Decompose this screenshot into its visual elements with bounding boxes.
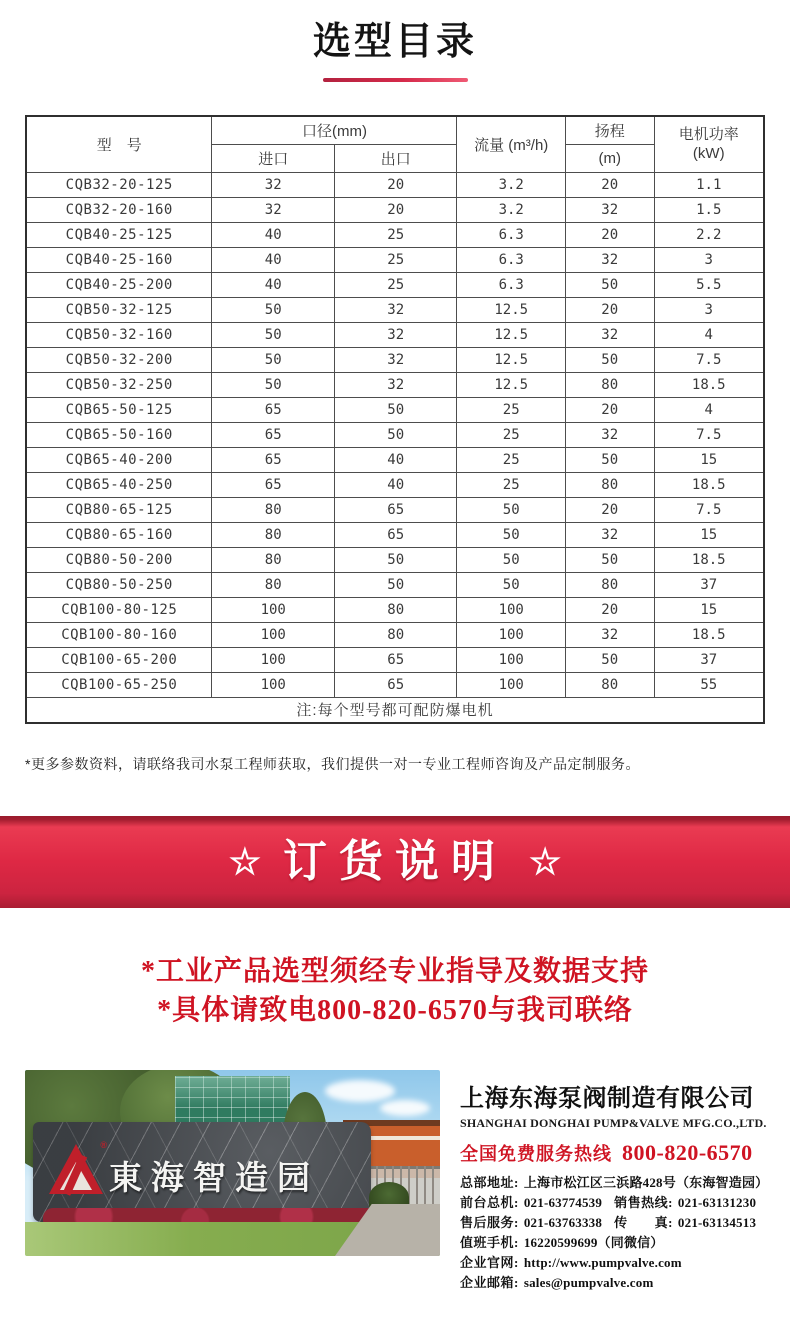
selection-table-note (26, 697, 764, 723)
table-cell-flow: 25 (457, 422, 565, 447)
contact-link[interactable]: http://www.pumpvalve.com (523, 1255, 682, 1270)
table-cell-inlet: 40 (212, 247, 335, 272)
table-cell-flow: 3.2 (457, 197, 565, 222)
table-cell-model: CQB80-65-160 (26, 522, 212, 547)
table-row (26, 197, 764, 222)
table-row (26, 597, 764, 622)
table-row (26, 647, 764, 672)
table-cell-model: CQB100-80-125 (26, 597, 212, 622)
cloud-shape (325, 1080, 395, 1102)
table-cell-outlet: 32 (334, 322, 457, 347)
table-cell-flow: 12.5 (457, 372, 565, 397)
table-cell-power: 7.5 (654, 347, 764, 372)
table-cell-head: 20 (565, 297, 654, 322)
table-cell-model: CQB65-50-125 (26, 397, 212, 422)
contact-label: 总部地址: (460, 1175, 519, 1190)
company-name-cn: 上海东海泵阀制造有限公司 (460, 1085, 754, 1112)
table-cell-model: CQB65-40-250 (26, 472, 212, 497)
contact-row (460, 1273, 768, 1293)
table-cell-power: 4 (654, 397, 764, 422)
table-cell-inlet: 32 (212, 197, 335, 222)
table-row (26, 247, 764, 272)
factory-photo (25, 1070, 440, 1256)
table-cell-inlet: 65 (212, 447, 335, 472)
contact-row (460, 1173, 768, 1193)
table-cell-model: CQB40-25-160 (26, 247, 212, 272)
table-cell-head: 32 (565, 197, 654, 222)
table-cell-inlet: 100 (212, 647, 335, 672)
table-cell-model: CQB65-40-200 (26, 447, 212, 472)
table-cell-outlet: 50 (334, 397, 457, 422)
cloud-shape (380, 1100, 430, 1116)
table-cell-model: CQB50-32-160 (26, 322, 212, 347)
table-cell-outlet: 40 (334, 472, 457, 497)
table-cell-power: 37 (654, 572, 764, 597)
registered-mark: ® (100, 1140, 107, 1150)
table-row (26, 372, 764, 397)
table-row (26, 472, 764, 497)
table-cell-inlet: 32 (212, 172, 335, 197)
header-power (654, 116, 764, 172)
table-cell-head: 50 (565, 647, 654, 672)
table-row (26, 222, 764, 247)
table-cell-inlet: 100 (212, 672, 335, 697)
table-cell-power: 1.1 (654, 172, 764, 197)
table-cell-model: CQB80-65-125 (26, 497, 212, 522)
table-cell-head: 80 (565, 672, 654, 697)
table-row (26, 672, 764, 697)
table-cell-model: CQB80-50-250 (26, 572, 212, 597)
table-cell-flow: 100 (457, 597, 565, 622)
contact-value: 16220599699（同微信） (523, 1235, 664, 1250)
slogan-line-2: *具体请致电800-820-6570与我司联络 (157, 995, 633, 1026)
table-cell-flow: 100 (457, 672, 565, 697)
table-cell-power: 1.5 (654, 197, 764, 222)
table-cell-flow: 50 (457, 572, 565, 597)
table-cell-head: 20 (565, 597, 654, 622)
slogan-line-1: *工业产品选型须经专业指导及数据支持 (140, 956, 649, 987)
contact-label: 售后服务: (460, 1215, 519, 1230)
table-cell-power: 18.5 (654, 622, 764, 647)
table-row (26, 622, 764, 647)
table-cell-flow: 6.3 (457, 247, 565, 272)
slogan-section (0, 952, 790, 1030)
table-cell-model: CQB40-25-200 (26, 272, 212, 297)
table-cell-power: 55 (654, 672, 764, 697)
contact-label: 企业官网: (460, 1255, 519, 1270)
table-cell-model: CQB50-32-250 (26, 372, 212, 397)
table-cell-model: CQB32-20-125 (26, 172, 212, 197)
table-cell-inlet: 50 (212, 372, 335, 397)
table-cell-power: 37 (654, 647, 764, 672)
table-cell-flow: 50 (457, 497, 565, 522)
table-cell-flow: 25 (457, 447, 565, 472)
table-cell-inlet: 100 (212, 622, 335, 647)
table-cell-model: CQB100-80-160 (26, 622, 212, 647)
table-cell-outlet: 40 (334, 447, 457, 472)
star-icon: ☆ (529, 841, 562, 882)
hotline-label: 全国免费服务热线 (460, 1144, 612, 1164)
table-cell-power: 18.5 (654, 372, 764, 397)
table-row (26, 172, 764, 197)
table-cell-outlet: 50 (334, 572, 457, 597)
table-cell-inlet: 50 (212, 347, 335, 372)
table-row (26, 422, 764, 447)
table-cell-inlet: 80 (212, 522, 335, 547)
table-cell-model: CQB32-20-160 (26, 197, 212, 222)
table-row (26, 297, 764, 322)
table-row (26, 497, 764, 522)
selection-table-body (26, 172, 764, 697)
table-cell-inlet: 50 (212, 322, 335, 347)
table-cell-model: CQB50-32-200 (26, 347, 212, 372)
table-cell-head: 50 (565, 547, 654, 572)
table-cell-flow: 12.5 (457, 297, 565, 322)
table-cell-outlet: 65 (334, 522, 457, 547)
table-cell-power: 5.5 (654, 272, 764, 297)
table-cell-outlet: 20 (334, 172, 457, 197)
table-cell-head: 80 (565, 572, 654, 597)
table-cell-power: 18.5 (654, 547, 764, 572)
table-cell-model: CQB100-65-250 (26, 672, 212, 697)
table-cell-inlet: 80 (212, 547, 335, 572)
table-cell-head: 32 (565, 322, 654, 347)
table-cell-inlet: 100 (212, 597, 335, 622)
table-cell-power: 2.2 (654, 222, 764, 247)
table-cell-outlet: 32 (334, 372, 457, 397)
table-cell-inlet: 40 (212, 272, 335, 297)
header-head-top: 扬程 (565, 116, 654, 144)
table-cell-inlet: 80 (212, 572, 335, 597)
contact-value: 上海市松江区三浜路428号（东海智造园） (523, 1175, 769, 1190)
table-cell-inlet: 50 (212, 297, 335, 322)
table-cell-power: 18.5 (654, 472, 764, 497)
header-head-unit: (m) (565, 144, 654, 172)
table-cell-power: 4 (654, 322, 764, 347)
header-caliber-group: 口径(mm) (212, 116, 457, 144)
contact-label: 前台总机: (460, 1195, 519, 1210)
table-cell-flow: 100 (457, 622, 565, 647)
table-cell-power: 15 (654, 522, 764, 547)
table-cell-head: 20 (565, 397, 654, 422)
table-cell-inlet: 80 (212, 497, 335, 522)
table-cell-outlet: 80 (334, 597, 457, 622)
star-icon: ☆ (228, 841, 261, 882)
contact-value: 021-63131230 (677, 1195, 757, 1210)
table-cell-power: 7.5 (654, 497, 764, 522)
contact-row (460, 1213, 768, 1233)
table-cell-model: CQB50-32-125 (26, 297, 212, 322)
table-cell-model: CQB80-50-200 (26, 547, 212, 572)
selection-table-header (26, 116, 764, 172)
table-cell-flow: 6.3 (457, 222, 565, 247)
table-cell-outlet: 25 (334, 222, 457, 247)
table-cell-inlet: 65 (212, 422, 335, 447)
header-outlet: 出口 (334, 144, 457, 172)
company-logo (49, 1140, 107, 1198)
table-cell-power: 7.5 (654, 422, 764, 447)
sign-text: 東海智造园 (109, 1159, 319, 1196)
table-cell-head: 32 (565, 522, 654, 547)
table-cell-inlet: 65 (212, 397, 335, 422)
table-cell-head: 80 (565, 472, 654, 497)
stone-sign (33, 1122, 371, 1222)
table-cell-outlet: 25 (334, 272, 457, 297)
table-row (26, 522, 764, 547)
table-cell-flow: 6.3 (457, 272, 565, 297)
table-cell-outlet: 65 (334, 647, 457, 672)
table-cell-model: CQB100-65-200 (26, 647, 212, 672)
footer-section (25, 1070, 769, 1293)
contact-value: 021-63774539 (523, 1195, 603, 1210)
table-cell-power: 3 (654, 297, 764, 322)
table-cell-outlet: 65 (334, 672, 457, 697)
table-row (26, 272, 764, 297)
note-row (26, 697, 764, 723)
table-row (26, 447, 764, 472)
note-text: 注:每个型号都可配防爆电机 (26, 697, 764, 723)
table-row (26, 397, 764, 422)
table-row (26, 347, 764, 372)
table-cell-inlet: 65 (212, 472, 335, 497)
table-cell-head: 50 (565, 447, 654, 472)
table-cell-flow: 50 (457, 522, 565, 547)
table-cell-power: 3 (654, 247, 764, 272)
header-power-unit: (kW) (692, 145, 725, 163)
contact-label: 值班手机: (460, 1235, 519, 1250)
selection-table (25, 115, 765, 724)
table-row (26, 547, 764, 572)
contact-value: 021-63134513 (677, 1215, 757, 1230)
order-instructions-banner (0, 816, 790, 908)
table-cell-outlet: 50 (334, 422, 457, 447)
service-hotline (460, 1140, 768, 1166)
contact-link[interactable]: sales@pumpvalve.com (523, 1275, 654, 1290)
contact-row (460, 1253, 768, 1273)
table-cell-head: 32 (565, 422, 654, 447)
table-cell-flow: 25 (457, 397, 565, 422)
table-cell-flow: 12.5 (457, 322, 565, 347)
table-cell-outlet: 80 (334, 622, 457, 647)
contact-label: 传 真: (614, 1215, 673, 1230)
header-flow: 流量 (m³/h) (457, 116, 565, 172)
table-cell-flow: 50 (457, 547, 565, 572)
table-cell-inlet: 40 (212, 222, 335, 247)
table-cell-head: 50 (565, 272, 654, 297)
table-cell-head: 32 (565, 247, 654, 272)
table-cell-head: 50 (565, 347, 654, 372)
contact-row (460, 1193, 768, 1213)
page-title: 选型目录 (312, 21, 477, 63)
table-cell-head: 80 (565, 372, 654, 397)
table-cell-outlet: 65 (334, 497, 457, 522)
contact-label: 企业邮箱: (460, 1275, 519, 1290)
table-cell-outlet: 25 (334, 247, 457, 272)
table-cell-outlet: 50 (334, 547, 457, 572)
header-model: 型 号 (26, 116, 212, 172)
footnote: *更多参数资料，请联络我司水泵工程师获取，我们提供一对一专业工程师咨询及产品定制服务。 (25, 756, 640, 772)
title-section (0, 0, 790, 82)
table-cell-head: 20 (565, 172, 654, 197)
table-cell-flow: 12.5 (457, 347, 565, 372)
table-row (26, 572, 764, 597)
header-inlet: 进口 (212, 144, 335, 172)
hotline-number: 800-820-6570 (622, 1140, 753, 1165)
table-cell-outlet: 32 (334, 297, 457, 322)
table-cell-flow: 3.2 (457, 172, 565, 197)
contact-value: 021-63763338 (523, 1215, 603, 1230)
title-underline (323, 78, 468, 82)
table-cell-flow: 100 (457, 647, 565, 672)
table-cell-power: 15 (654, 597, 764, 622)
table-cell-flow: 25 (457, 472, 565, 497)
table-cell-outlet: 32 (334, 347, 457, 372)
table-cell-outlet: 20 (334, 197, 457, 222)
header-power-top: 电机功率 (678, 126, 739, 144)
table-cell-model: CQB40-25-125 (26, 222, 212, 247)
contact-label: 销售热线: (614, 1195, 673, 1210)
company-name-en: SHANGHAI DONGHAI PUMP&VALVE MFG.CO.,LTD. (460, 1116, 767, 1130)
banner-title: 订货说明 (283, 837, 507, 886)
table-cell-head: 32 (565, 622, 654, 647)
table-cell-head: 20 (565, 497, 654, 522)
table-cell-model: CQB65-50-160 (26, 422, 212, 447)
contact-lines (460, 1173, 768, 1293)
contact-row (460, 1233, 768, 1253)
table-cell-power: 15 (654, 447, 764, 472)
company-info (460, 1070, 768, 1293)
table-row (26, 322, 764, 347)
table-cell-head: 20 (565, 222, 654, 247)
